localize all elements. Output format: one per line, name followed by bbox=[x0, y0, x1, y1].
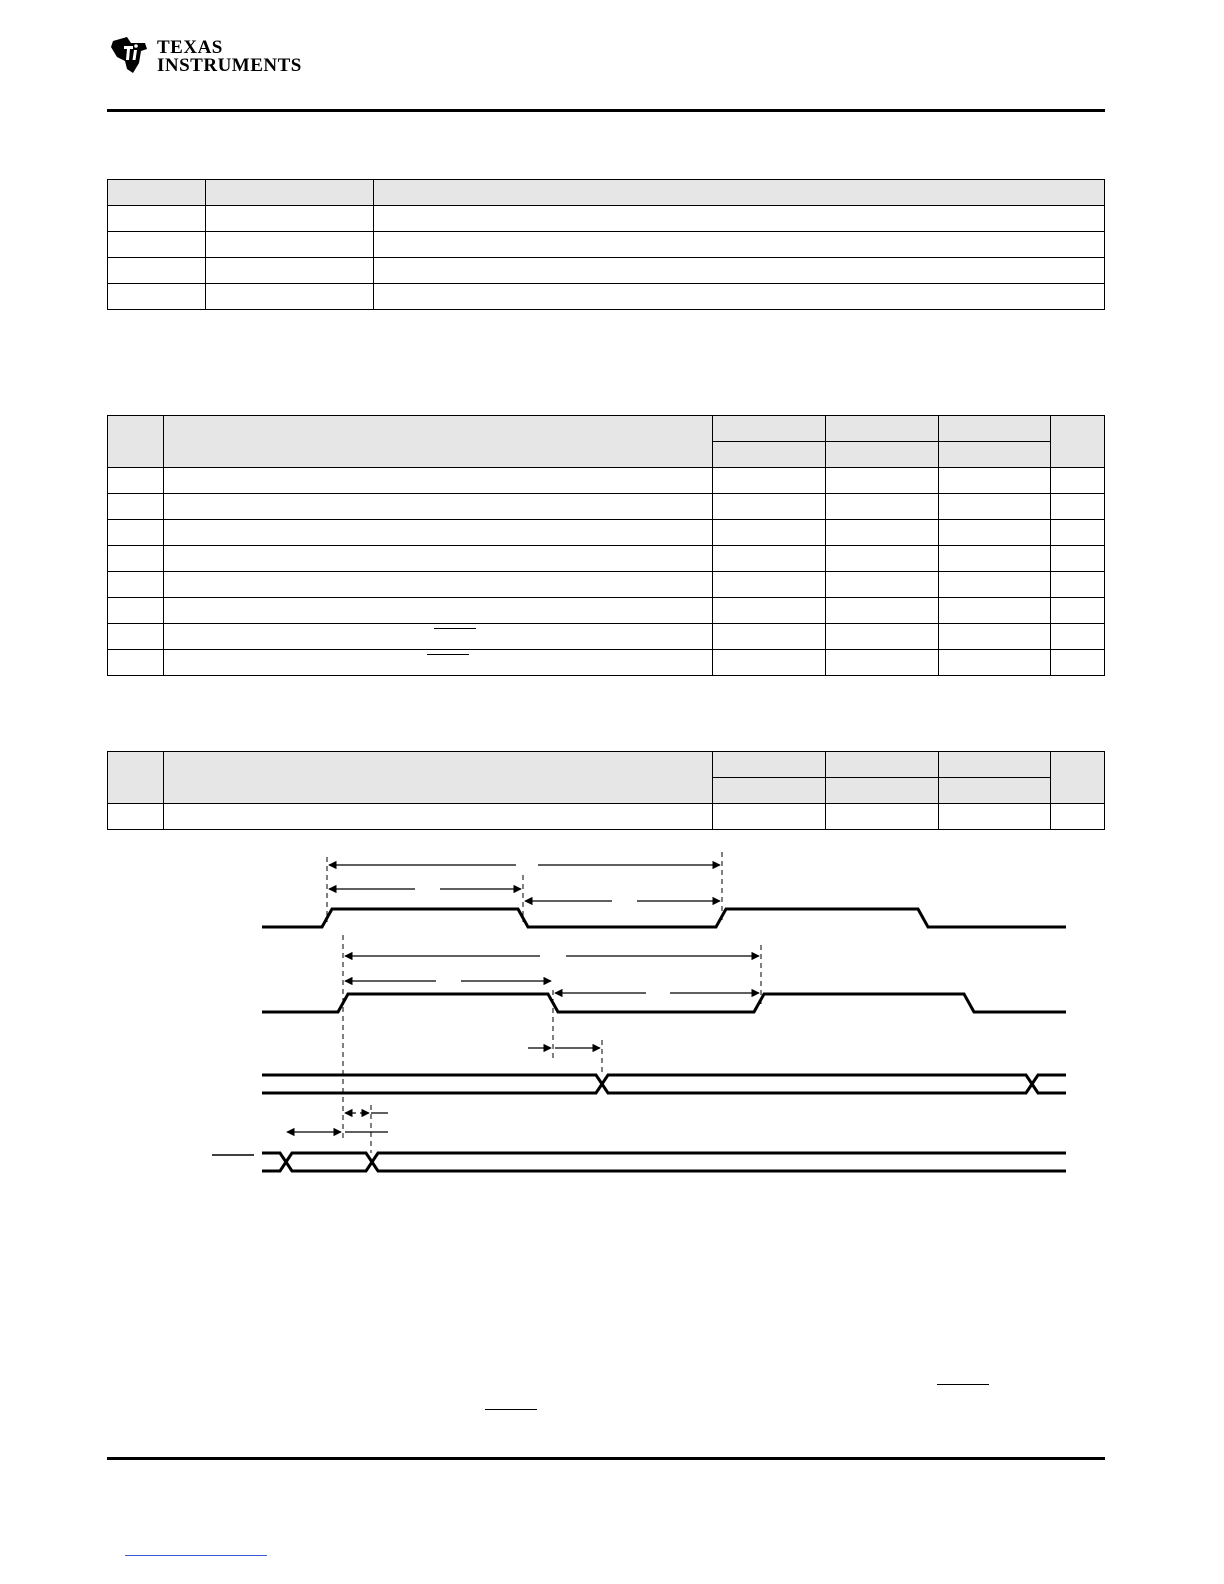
table-header-row bbox=[108, 180, 1105, 206]
timing-diagram bbox=[200, 845, 1080, 1190]
clock-1-waveform bbox=[262, 909, 1066, 927]
ti-logo-icon bbox=[107, 33, 151, 77]
table-row bbox=[108, 650, 1105, 676]
table-row bbox=[108, 206, 1105, 232]
table-header-row bbox=[108, 416, 1105, 442]
table-1 bbox=[107, 179, 1105, 310]
table-row bbox=[108, 468, 1105, 494]
header-rule bbox=[107, 109, 1105, 112]
clock-2-waveform bbox=[262, 994, 1066, 1012]
table-row bbox=[108, 284, 1105, 310]
table-row bbox=[108, 494, 1105, 520]
company-line-1: TEXAS bbox=[157, 37, 223, 58]
table-row bbox=[108, 598, 1105, 624]
text-overbar bbox=[937, 1384, 989, 1385]
company-name bbox=[157, 39, 302, 75]
table-row bbox=[108, 520, 1105, 546]
table-row bbox=[108, 572, 1105, 598]
control-bus-waveform bbox=[262, 1153, 1066, 1171]
overbar bbox=[427, 654, 469, 655]
footer-link[interactable] bbox=[125, 1555, 267, 1556]
company-line-2: INSTRUMENTS bbox=[157, 55, 302, 76]
table-3 bbox=[107, 751, 1105, 830]
table-row bbox=[108, 624, 1105, 650]
table-row bbox=[108, 804, 1105, 830]
text-overbar bbox=[485, 1409, 537, 1410]
data-bus-waveform bbox=[262, 1075, 1066, 1093]
table-2 bbox=[107, 415, 1105, 676]
ti-logo bbox=[107, 33, 302, 83]
table-row bbox=[108, 258, 1105, 284]
footer-rule bbox=[107, 1457, 1105, 1460]
table-header-row bbox=[108, 752, 1105, 778]
table-row bbox=[108, 232, 1105, 258]
overbar bbox=[434, 628, 476, 629]
table-row bbox=[108, 546, 1105, 572]
